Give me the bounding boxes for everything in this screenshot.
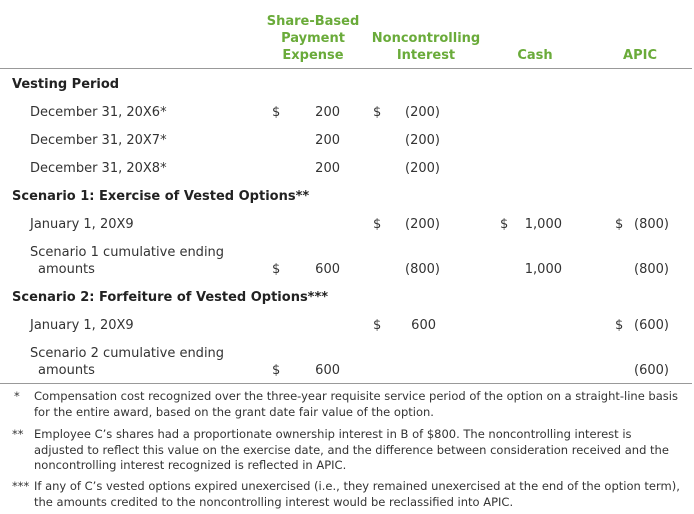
cell-apic-currency: $	[615, 318, 624, 333]
footnote-text: Compensation cost recognized over the three-year requisite service period of the option on a straight-line basis for the entire award, based on the grant date fair value of the option.	[34, 389, 678, 419]
row-label: January 1, 20X9	[30, 318, 134, 333]
footnote-mark: **	[12, 427, 24, 441]
header-line: Interest	[396, 48, 456, 63]
cell-cash-value: 1,000	[524, 217, 562, 232]
header-share-based-payment-expense	[258, 13, 368, 64]
cell-apic-value: (600)	[634, 318, 669, 333]
footnote-mark: *	[14, 389, 20, 403]
header-line: Share-Based	[266, 14, 360, 29]
row-label-line-1: Scenario 1 cumulative ending	[30, 245, 225, 260]
section-title-scenario-2: Scenario 2: Forfeiture of Vested Options***	[12, 290, 329, 305]
cell-nci-value: (800)	[405, 262, 440, 277]
header-noncontrolling-interest	[366, 30, 486, 64]
cell-apic-value: (800)	[634, 262, 669, 277]
header-line: Expense	[282, 48, 344, 63]
header-line: Noncontrolling	[371, 31, 481, 46]
cell-sbpe-value: 600	[315, 262, 340, 277]
cell-nci-currency: $	[373, 105, 382, 120]
row-label-line-2: amounts	[38, 262, 95, 277]
section-title-scenario-1: Scenario 1: Exercise of Vested Options**	[12, 189, 310, 204]
cell-apic-value: (800)	[634, 217, 669, 232]
footnote-text: If any of C’s vested options expired unexercised (i.e., they remained unexercised at the end of the option term), the amounts credited to the noncontrolling interest would be reclassified into APIC.	[34, 479, 680, 509]
cell-sbpe-value: 200	[315, 161, 340, 176]
cell-apic-currency: $	[615, 217, 624, 232]
header-cash: Cash	[517, 48, 553, 63]
cell-nci-value: (200)	[405, 133, 440, 148]
footnote-mark: ***	[12, 479, 30, 493]
cell-nci-value: (200)	[405, 105, 440, 120]
cell-sbpe-currency: $	[272, 105, 281, 120]
cell-cash-value: 1,000	[524, 262, 562, 277]
cell-nci-value: (200)	[405, 161, 440, 176]
header-apic: APIC	[623, 48, 657, 63]
cell-nci-value: 600	[411, 318, 436, 333]
cell-cash-currency: $	[500, 217, 509, 232]
header-line: Payment	[281, 31, 345, 46]
footnote-text: Employee C’s shares had a proportionate ownership interest in B of $800. The noncontrolling interest is adjusted to reflect this value on the exercise date, and the difference between consideration received and the noncontrolling interest recognized is reflected in APIC.	[34, 427, 669, 472]
section-title-vesting-period: Vesting Period	[12, 77, 120, 92]
cell-apic-value: (600)	[634, 363, 669, 378]
row-label-line-1: Scenario 2 cumulative ending	[30, 346, 225, 361]
cell-nci-currency: $	[373, 318, 382, 333]
cell-sbpe-currency: $	[272, 262, 281, 277]
row-label: December 31, 20X6*	[30, 105, 167, 120]
row-label: December 31, 20X8*	[30, 161, 167, 176]
row-label-line-2: amounts	[38, 363, 95, 378]
header-divider	[0, 68, 692, 69]
cell-sbpe-value: 600	[315, 363, 340, 378]
row-label: December 31, 20X7*	[30, 133, 167, 148]
cell-nci-value: (200)	[405, 217, 440, 232]
cell-sbpe-value: 200	[315, 105, 340, 120]
row-label: January 1, 20X9	[30, 217, 134, 232]
cell-sbpe-currency: $	[272, 363, 281, 378]
footnote-divider	[0, 383, 692, 384]
cell-sbpe-value: 200	[315, 133, 340, 148]
cell-nci-currency: $	[373, 217, 382, 232]
